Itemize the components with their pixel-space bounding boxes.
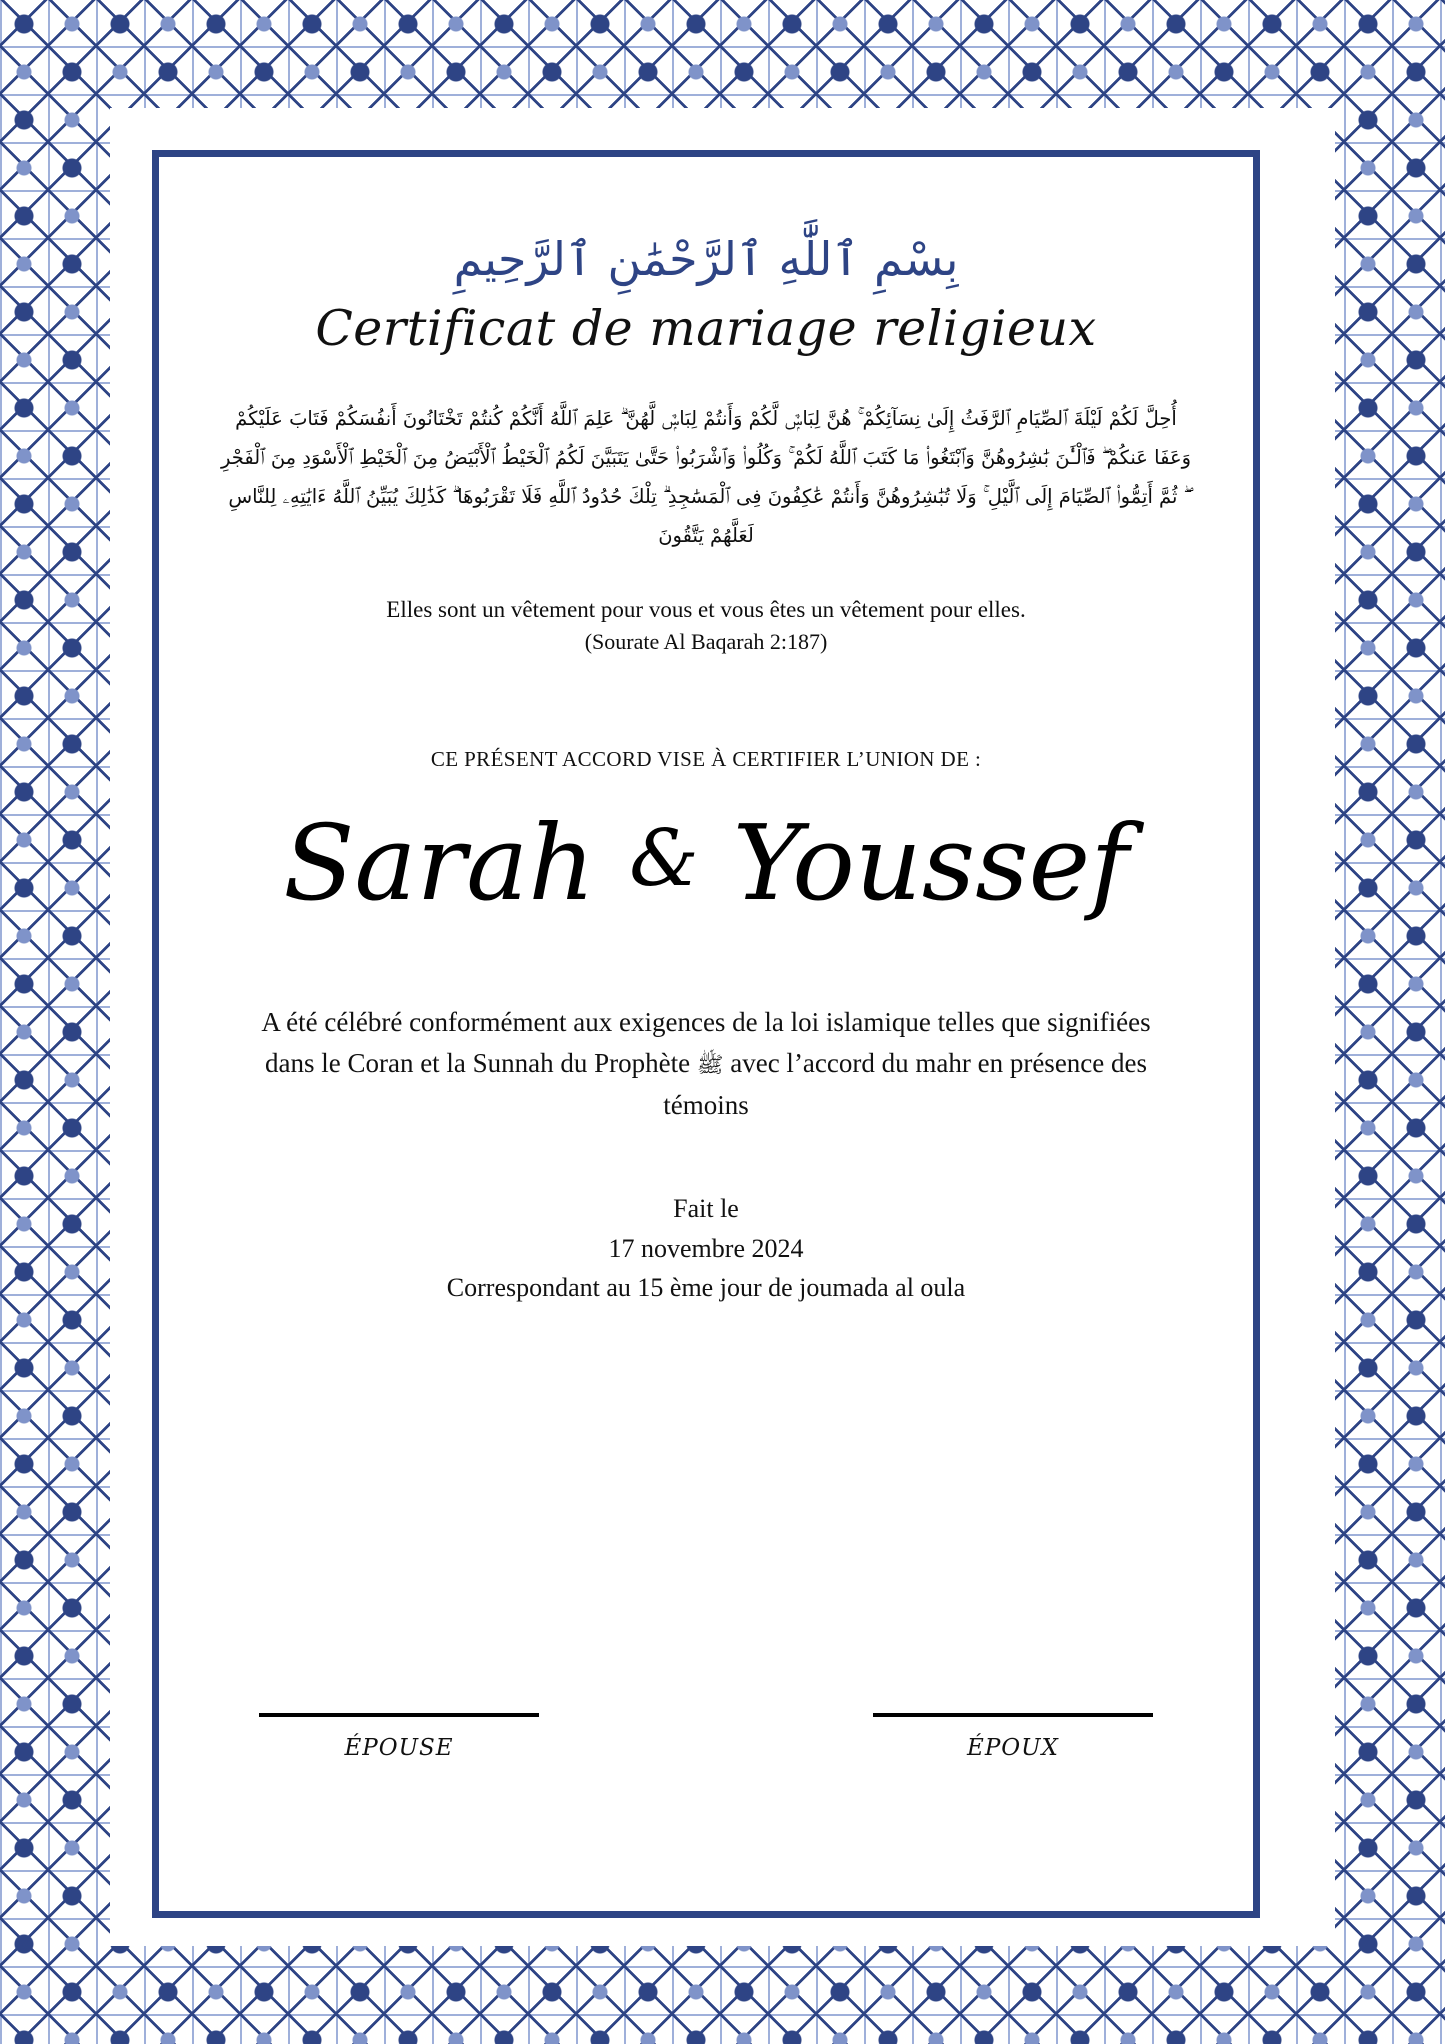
spouse-two-name: Youssef: [732, 802, 1129, 924]
signature-line-husband[interactable]: [873, 1713, 1153, 1717]
verse-source: (Sourate Al Baqarah 2:187): [584, 629, 828, 654]
certification-body-part1: A été célébré conformément aux exigences de la loi islamique telles que signifiées dans le Coran et la Sunnah du Prophète: [261, 1006, 1151, 1079]
ampersand-symbol: &: [629, 814, 699, 904]
couple-names: [211, 804, 1201, 924]
signature-label-husband: ÉPOUX: [967, 1735, 1059, 1761]
date-gregorian: 17 novembre 2024: [608, 1233, 804, 1263]
certification-body-part2: avec l’accord du mahr en présence des témoins: [663, 1048, 1148, 1121]
date-hijri: Correspondant au 15 ème jour de joumada al oula: [446, 1273, 966, 1303]
signature-block-husband: [793, 1713, 1153, 1761]
date-block: [211, 1189, 1201, 1308]
signature-label-wife: ÉPOUSE: [344, 1735, 454, 1761]
signature-line-wife[interactable]: [259, 1713, 539, 1717]
bismillah-calligraphy: بِسْمِ ٱللَّٰهِ ٱلرَّحْمَٰنِ ٱلرَّحِيمِ: [453, 232, 959, 286]
certification-body: [253, 1002, 1159, 1128]
verse-translation: Elles sont un vêtement pour vous et vous êtes un vêtement pour elles.: [386, 597, 1026, 622]
certificate-panel: [152, 150, 1260, 1918]
union-statement: CE PRÉSENT ACCORD VISE À CERTIFIER L’UNION DE :: [430, 747, 982, 771]
date-label: Fait le: [673, 1194, 739, 1224]
pbuh-icon: ﷺ: [696, 1053, 724, 1079]
certificate-title: Certificat de mariage religieux: [315, 300, 1097, 357]
signature-row: [259, 1713, 1153, 1761]
spouse-one-name: Sarah: [283, 802, 596, 924]
quran-verse-arabic: أُحِلَّ لَكُمْ لَيْلَةَ ٱلصِّيَامِ ٱلرَّفَثُ إِلَىٰ نِسَآئِكُمْ ۚ هُنَّ لِبَاسٌۭ لَّكُمْ وَأَنتُمْ لِبَاسٌۭ لَّهُنَّ ۗ عَلِمَ ٱللَّهُ أَنَّكُمْ كُنتُمْ تَخْتَانُونَ أَنفُسَكُمْ فَتَابَ عَلَيْكُمْ وَعَفَا عَنكُمْ ۖ فَٱلْـَٰٔنَ بَٰشِرُوهُنَّ وَٱبْتَغُوا۟ مَا كَتَبَ ٱللَّهُ لَكُمْ ۚ وَكُلُوا۟ وَٱشْرَبُوا۟ حَتَّىٰ يَتَبَيَّنَ لَكُمُ ٱلْخَيْطُ ٱلْأَبْيَضُ مِنَ ٱلْخَيْطِ ٱلْأَسْوَدِ مِنَ ٱلْفَجْرِ ۖ ثُمَّ أَتِمُّوا۟ ٱلصِّيَامَ إِلَى ٱلَّيْلِ ۚ وَلَا تُبَٰشِرُوهُنَّ وَأَنتُمْ عَٰكِفُونَ فِى ٱلْمَسَٰجِدِ ۗ تِلْكَ حُدُودُ ٱللَّهِ فَلَا تَقْرَبُوهَا ۗ كَذَٰلِكَ يُبَيِّنُ ٱللَّهُ ءَايَٰتِهِۦ لِلنَّاسِ لَعَلَّهُمْ يَتَّقُونَ: [221, 407, 1191, 547]
signature-block-wife: [259, 1713, 619, 1761]
